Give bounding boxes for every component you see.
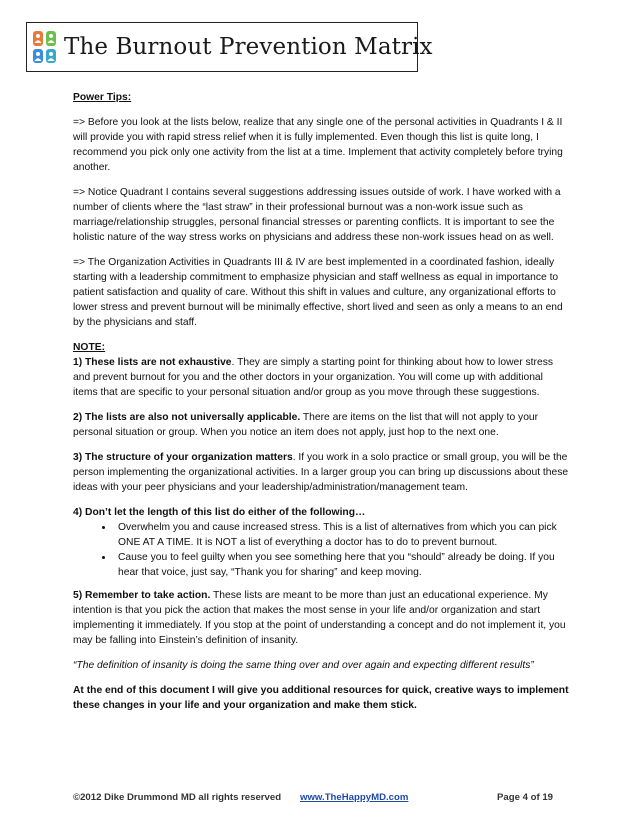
closing-statement: At the end of this document I will give you additional resources for quick, creative ways to implement these changes in your life and your organization and make them stick. bbox=[73, 685, 569, 711]
note-item: 3) The structure of your organization matters. If you work in a solo practice or small group, you will be the person implementing the organizational activities. In a larger group you can bring up discussions about these ideas with your peer physicians and your leadership/administration/management team. bbox=[73, 452, 569, 493]
logo-cell bbox=[33, 31, 43, 46]
person-icon bbox=[46, 51, 56, 61]
power-tips-heading: Power Tips: bbox=[73, 92, 132, 103]
copyright-text: ©2012 Dike Drummond MD all rights reserved bbox=[73, 792, 282, 803]
note-item: 5) Remember to take action. These lists are meant to be more than just an educational experience. My intention is that you pick the action that makes the most sense in your life and/or organization and start implementing it immediately. If you stop at the point of understanding a concept and do not implement it, you may be falling into Einstein’s definition of insanity. bbox=[73, 590, 566, 646]
list-item: • Overwhelm you and cause increased stress. This is a list of alternatives from which you can pick ONE AT A TIME. It is NOT a list of everything a doctor has to do to prevent burnout. bbox=[114, 520, 569, 550]
einstein-quote: “The definition of insanity is doing the same thing over and over again and expecting different results” bbox=[73, 660, 534, 671]
person-icon bbox=[46, 33, 56, 43]
note-item: 4) Don’t let the length of this list do either of the following… bbox=[73, 507, 366, 518]
person-icon bbox=[33, 33, 43, 43]
bullet-list bbox=[73, 520, 569, 580]
logo-cell bbox=[46, 49, 56, 64]
logo bbox=[33, 31, 56, 63]
page-number: Page 4 of 19 bbox=[497, 792, 553, 803]
header-banner bbox=[26, 22, 433, 72]
person-icon bbox=[33, 51, 43, 61]
power-tip-paragraph: => Before you look at the lists below, realize that any single one of the personal activities in Quadrants I & II will provide you with rapid stress relief when it is fully implemented. Even though this list is quite long, I recommend you pick only one activity from the list at a time. Implement that activity completely before trying another. bbox=[73, 117, 563, 173]
logo-cell bbox=[33, 49, 43, 64]
power-tip-paragraph: => The Organization Activities in Quadrants III & IV are best implemented in a coordinated fashion, ideally starting with a leadership commitment to emphasize physician and staff wellness as equal in importance to patient satisfaction and quality of care. Without this shift in values and culture, any organizational efforts to lower stress and prevent burnout will be minimally effective, short lived and seen as only a means to an end by the physicians and staff. bbox=[73, 257, 563, 328]
document-title: The Burnout Prevention Matrix bbox=[64, 34, 433, 60]
website-link[interactable]: www.TheHappyMD.com bbox=[300, 792, 409, 803]
list-item: • Cause you to feel guilty when you see something here that you “should” already be doing. If you hear that voice, just say, “Thank you for sharing” and keep moving. bbox=[114, 550, 569, 580]
power-tip-paragraph: => Notice Quadrant I contains several suggestions addressing issues outside of work. I have worked with a number of clients where the “last straw” in their professional burnout was a non-work issue such as marriage/relationship struggles, personal financial stresses or parenting conflicts. It is important to see the holistic nature of the way stress works on physicians and address these non-work issues head on as well. bbox=[73, 187, 561, 243]
logo-cell bbox=[46, 31, 56, 46]
note-heading: NOTE: bbox=[73, 342, 106, 353]
note-item: 1) These lists are not exhaustive. They are simply a starting point for thinking about how to lower stress and prevent burnout for you and the other doctors in your organization. You will come up with additional items that are specific to your personal situation and/or group as you move through these suggestions. bbox=[73, 357, 553, 398]
page-footer bbox=[73, 792, 573, 808]
document-body bbox=[73, 90, 569, 720]
note-item: 2) The lists are also not universally applicable. There are items on the list that will not apply to your personal situation or group. When you notice an item does not apply, just hop to the next one. bbox=[73, 412, 539, 438]
